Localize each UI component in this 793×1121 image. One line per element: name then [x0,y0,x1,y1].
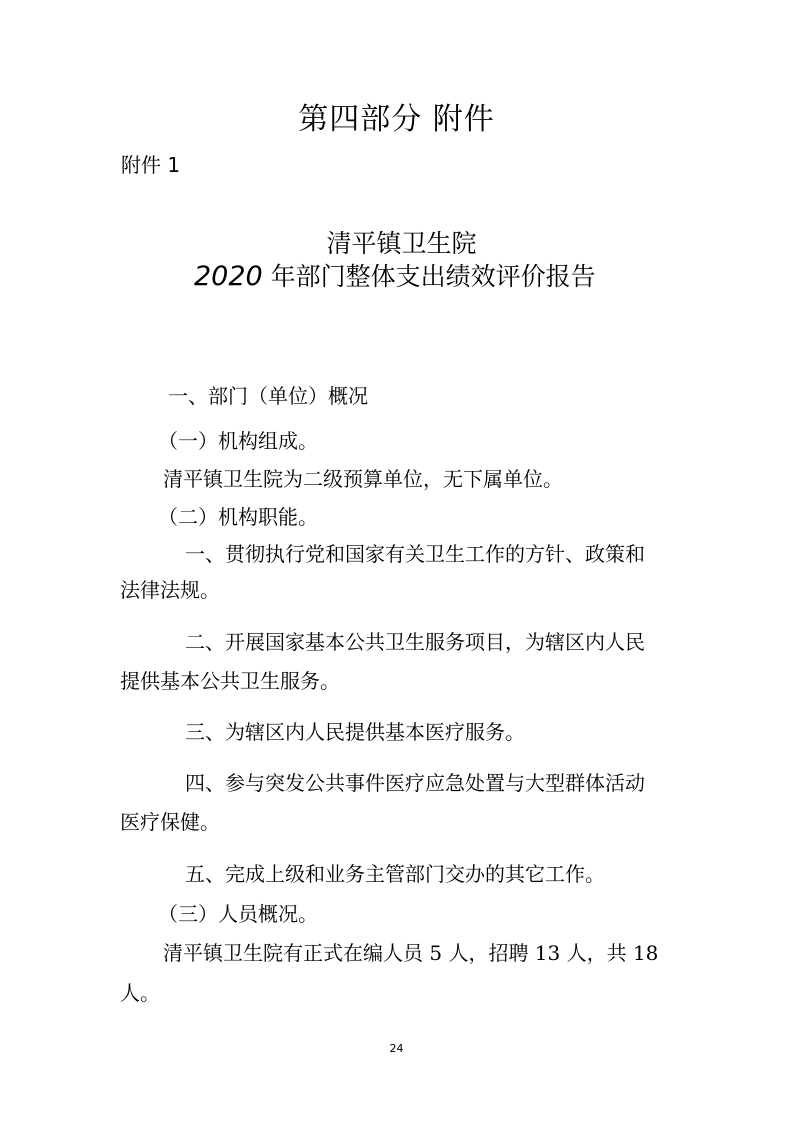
org-name: 清平镇卫生院 [326,229,477,258]
duty-3: 三、为辖区内人民提供基本医疗服务。 [185,720,525,744]
duty-5: 五、完成上级和业务主管部门交办的其它工作。 [185,862,605,886]
duty-4-line-1: 四、参与突发公共事件医疗应急处置与大型群体活动 [185,771,645,795]
subsection-heading-functions: （二）机构职能。 [158,505,318,529]
duty-2-line-2: 提供基本公共卫生服务。 [120,669,340,693]
staff-text-line-2: 人。 [120,981,160,1005]
duty-1-line-1: 一、贯彻执行党和国家有关卫生工作的方针、政策和 [185,542,645,566]
composition-text: 清平镇卫生院为二级预算单位，无下属单位。 [163,467,563,491]
report-title [194,260,614,293]
duty-1-line-2: 法律法规。 [120,578,220,602]
part-title: 第四部分 附件 [298,102,495,137]
report-title-text: 年部门整体支出绩效评价报告 [262,262,596,291]
subsection-heading-staff: （三）人员概况。 [158,902,318,926]
page-number: 24 [389,1042,404,1055]
attachment-label: 附件 1 [121,153,181,177]
staff-text-line-1: 清平镇卫生院有正式在编人员 5 人，招聘 13 人，共 18 [163,941,659,965]
duty-2-line-1: 二、开展国家基本公共卫生服务项目，为辖区内人民 [185,630,645,654]
subsection-heading-composition: （一）机构组成。 [158,429,318,453]
duty-4-line-2: 医疗保健。 [120,810,220,834]
report-title-year: 2020 [194,261,263,292]
section-heading: 一、部门（单位）概况 [168,384,368,408]
